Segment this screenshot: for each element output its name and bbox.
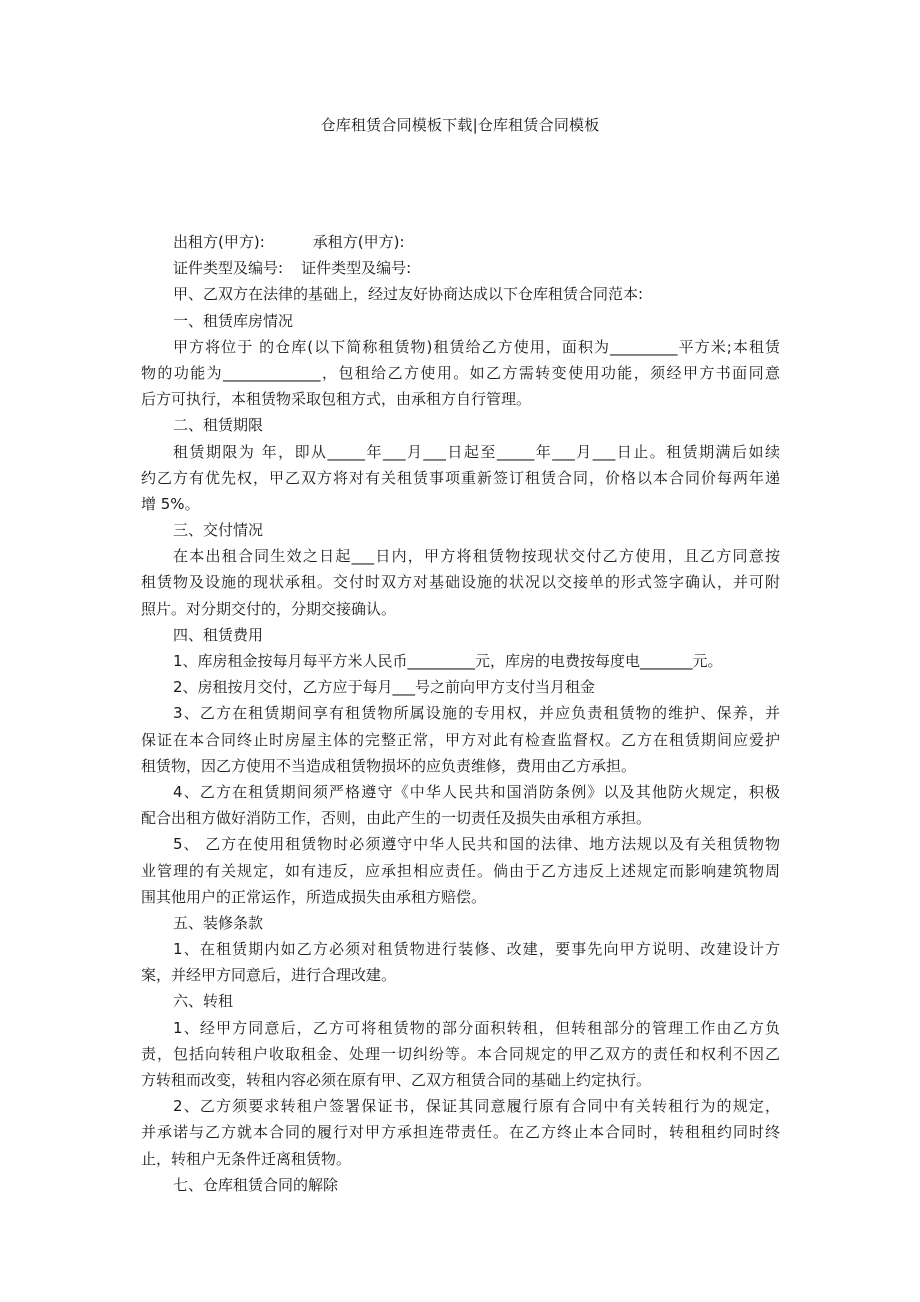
paragraph-line: 在本出租合同生效之日起___日内，甲方将租赁物按现状交付乙方使用，且乙方同意按 xyxy=(173,547,780,566)
section-heading: 四、租赁费用 xyxy=(173,625,264,644)
paragraph-line: 2、房租按月交付，乙方应于每月___号之前向甲方支付当月租金 xyxy=(173,678,596,697)
paragraph-line: 5、 乙方在使用租赁物时必须遵守中华人民共和国的法律、地方法规以及有关租赁物物 xyxy=(173,835,780,854)
paragraph-line: 约乙方有优先权，甲乙双方将对有关租赁事项重新签订租赁合同，价格以本合同价每两年递 xyxy=(141,468,780,487)
section-heading: 二、租赁期限 xyxy=(173,416,264,435)
paragraph-line: 业管理的有关规定，如有违反，应承担相应责任。倘由于乙方违反上述规定而影响建筑物周 xyxy=(141,861,780,880)
paragraph-line: 照片。对分期交付的，分期交接确认。 xyxy=(141,599,397,618)
paragraph-line: 租赁物，因乙方使用不当造成租赁物损坏的应负责维修，费用由乙方承担。 xyxy=(141,756,637,775)
paragraph-line: 2、乙方须要求转租户签署保证书，保证其同意履行原有合同中有关转租行为的规定， xyxy=(173,1097,780,1116)
section-heading: 一、租赁库房情况 xyxy=(173,311,294,330)
paragraph-line: 1、在租赁期内如乙方必须对租赁物进行装修、改建，要事先向甲方说明、改建设计方 xyxy=(173,940,780,959)
paragraph-line: 后方可执行，本租赁物采取包租方式，由承租方自行管理。 xyxy=(141,390,532,409)
preamble: 甲、乙双方在法律的基础上，经过友好协商达成以下仓库租赁合同范本: xyxy=(173,285,644,304)
paragraph-line: 物的功能为_____________，包租给乙方使用。如乙方需转变使用功能，须经甲方书面同意 xyxy=(141,363,780,382)
section-heading: 五、装修条款 xyxy=(173,913,264,932)
paragraph-line: 配合出租方做好消防工作，否则，由此产生的一切责任及损失由承租方承担。 xyxy=(141,809,652,828)
paragraph-line: 责，包括向转租户收取租金、处理一切纠纷等。本合同规定的甲乙双方的责任和权利不因乙 xyxy=(141,1044,780,1063)
paragraph-line: 1、库房租金按每月每平方米人民币_________元，库房的电费按每度电_______元。 xyxy=(173,652,723,670)
paragraph-line: 租赁期限为 年，即从_____年___月___日起至_____年___月___日止。租赁期满后如续 xyxy=(173,442,780,461)
party-line-2 xyxy=(141,255,780,281)
section-heading: 三、交付情况 xyxy=(173,521,264,540)
paragraph-line: 止，转租户无条件迁离租赁物。 xyxy=(141,1149,352,1168)
paragraph-line: 案，并经甲方同意后，进行合理改建。 xyxy=(141,966,397,985)
lessor-label: 出租方(甲方): xyxy=(173,233,265,251)
lessee-id-label: 证件类型及编号: xyxy=(301,259,412,278)
section-heading: 七、仓库租赁合同的解除 xyxy=(173,1175,339,1194)
paragraph-line: 增 5%。 xyxy=(141,494,200,513)
paragraph-line: 3、乙方在租赁期间享有租赁物所属设施的专用权，并应负责租赁物的维护、保养，并 xyxy=(173,704,780,723)
paragraph-line: 方转租而改变，转租内容必须在原有甲、乙双方租赁合同的基础上约定执行。 xyxy=(141,1071,652,1089)
paragraph-line: 围其他用户的正常运作，所造成损失由承租方赔偿。 xyxy=(141,887,487,906)
party-line-1 xyxy=(141,229,780,255)
paragraph-line: 1、经甲方同意后，乙方可将租赁物的部分面积转租，但转租部分的管理工作由乙方负 xyxy=(173,1018,780,1037)
paragraph-line: 并承诺与乙方就本合同的履行对甲方承担连带责任。在乙方终止本合同时，转租租约同时终 xyxy=(141,1123,780,1142)
paragraph-line: 4、乙方在租赁期间须严格遵守《中华人民共和国消防条例》以及其他防火规定，积极 xyxy=(173,782,780,801)
lessor-id-label: 证件类型及编号: xyxy=(173,259,284,278)
section-heading: 六、转租 xyxy=(173,992,234,1011)
paragraph-line: 租赁物及设施的现状承租。交付时双方对基础设施的状况以交接单的形式签字确认，并可附 xyxy=(141,573,780,592)
document-body xyxy=(141,229,780,1198)
paragraph-line: 甲方将位于 的仓库(以下简称租赁物)租赁给乙方使用，面积为_________平方米;本租赁 xyxy=(173,337,780,356)
paragraph-line: 保证在本合同终止时房屋主体的完整正常，甲方对此有检查监督权。乙方在租赁期间应爱护 xyxy=(141,730,780,749)
lessee-label: 承租方(甲方): xyxy=(312,233,405,251)
document-title: 仓库租赁合同模板下载|仓库租赁合同模板 xyxy=(320,116,600,134)
